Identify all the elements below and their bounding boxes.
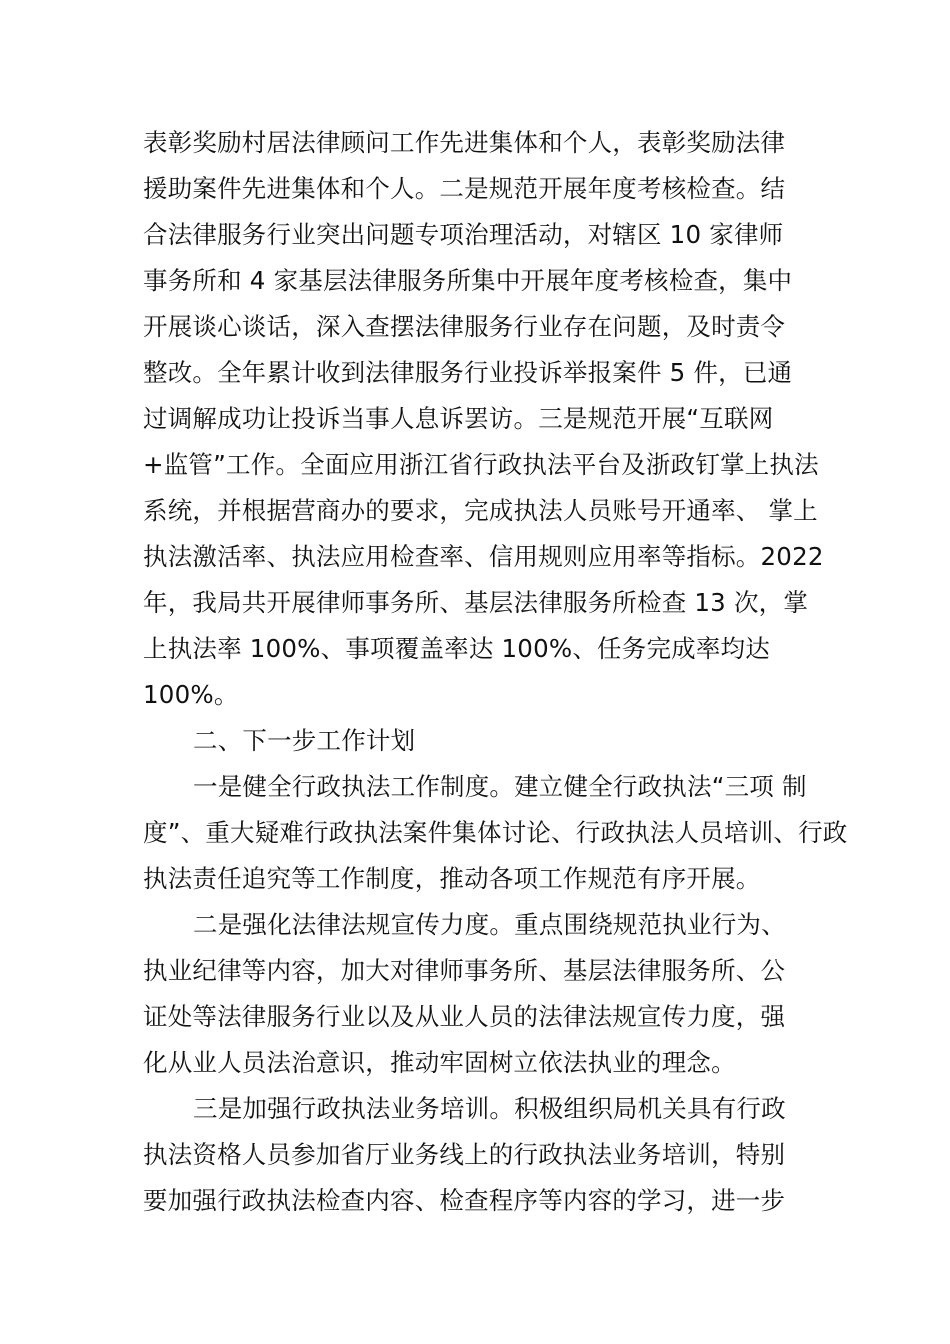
text-line: 过调解成功让投诉当事人息诉罢访。三是规范开展“互联网 [143,404,774,433]
text-line: 合法律服务行业突出问题专项治理活动，对辖区 10 家律师 [143,220,784,249]
text-line: 证处等法律服务行业以及从业人员的法律法规宣传力度，强 [143,1002,786,1031]
text-line: 表彰奖励村居法律顾问工作先进集体和个人，表彰奖励法律 [143,128,786,157]
text-line: 年，我局共开展律师事务所、基层法律服务所检查 13 次，掌 [143,588,809,617]
text-line: 二是强化法律法规宣传力度。重点围绕规范执业行为、 [193,910,786,939]
text-line: 上执法率 100%、事项覆盖率达 100%、任务完成率均达 [143,634,770,663]
text-line: 100%。 [143,680,239,709]
text-line: 一是健全行政执法工作制度。建立健全行政执法“三项 制 [193,772,807,801]
text-line: 三是加强行政执法业务培训。积极组织局机关具有行政 [193,1094,786,1123]
text-line: 执业纪律等内容，加大对律师事务所、基层法律服务所、公 [143,956,786,985]
text-line: 化从业人员法治意识，推动牢固树立依法执业的理念。 [143,1048,736,1077]
text-line: 系统，并根据营商办的要求，完成执法人员账号开通率、 掌上 [143,496,818,525]
text-line: 整改。全年累计收到法律服务行业投诉举报案件 5 件，已通 [143,358,793,387]
text-line: 度”、重大疑难行政执法案件集体讨论、行政执法人员培训、行政 [143,818,848,847]
text-line: 执法责任追究等工作制度，推动各项工作规范有序开展。 [143,864,761,893]
text-line: 执法激活率、执法应用检查率、信用规则应用率等指标。2022 [143,542,824,571]
text-line: 开展谈心谈话，深入查摆法律服务行业存在问题，及时责令 [143,312,786,341]
text-line: 要加强行政执法检查内容、检查程序等内容的学习，进一步 [143,1186,786,1215]
text-line: +监管”工作。全面应用浙江省行政执法平台及浙政钉掌上执法 [143,450,819,479]
text-line: 援助案件先进集体和个人。二是规范开展年度考核检查。结 [143,174,786,203]
section-heading: 二、下一步工作计划 [193,726,416,755]
text-line: 事务所和 4 家基层法律服务所集中开展年度考核检查，集中 [143,266,793,295]
text-line: 执法资格人员参加省厅业务线上的行政执法业务培训，特别 [143,1140,786,1169]
